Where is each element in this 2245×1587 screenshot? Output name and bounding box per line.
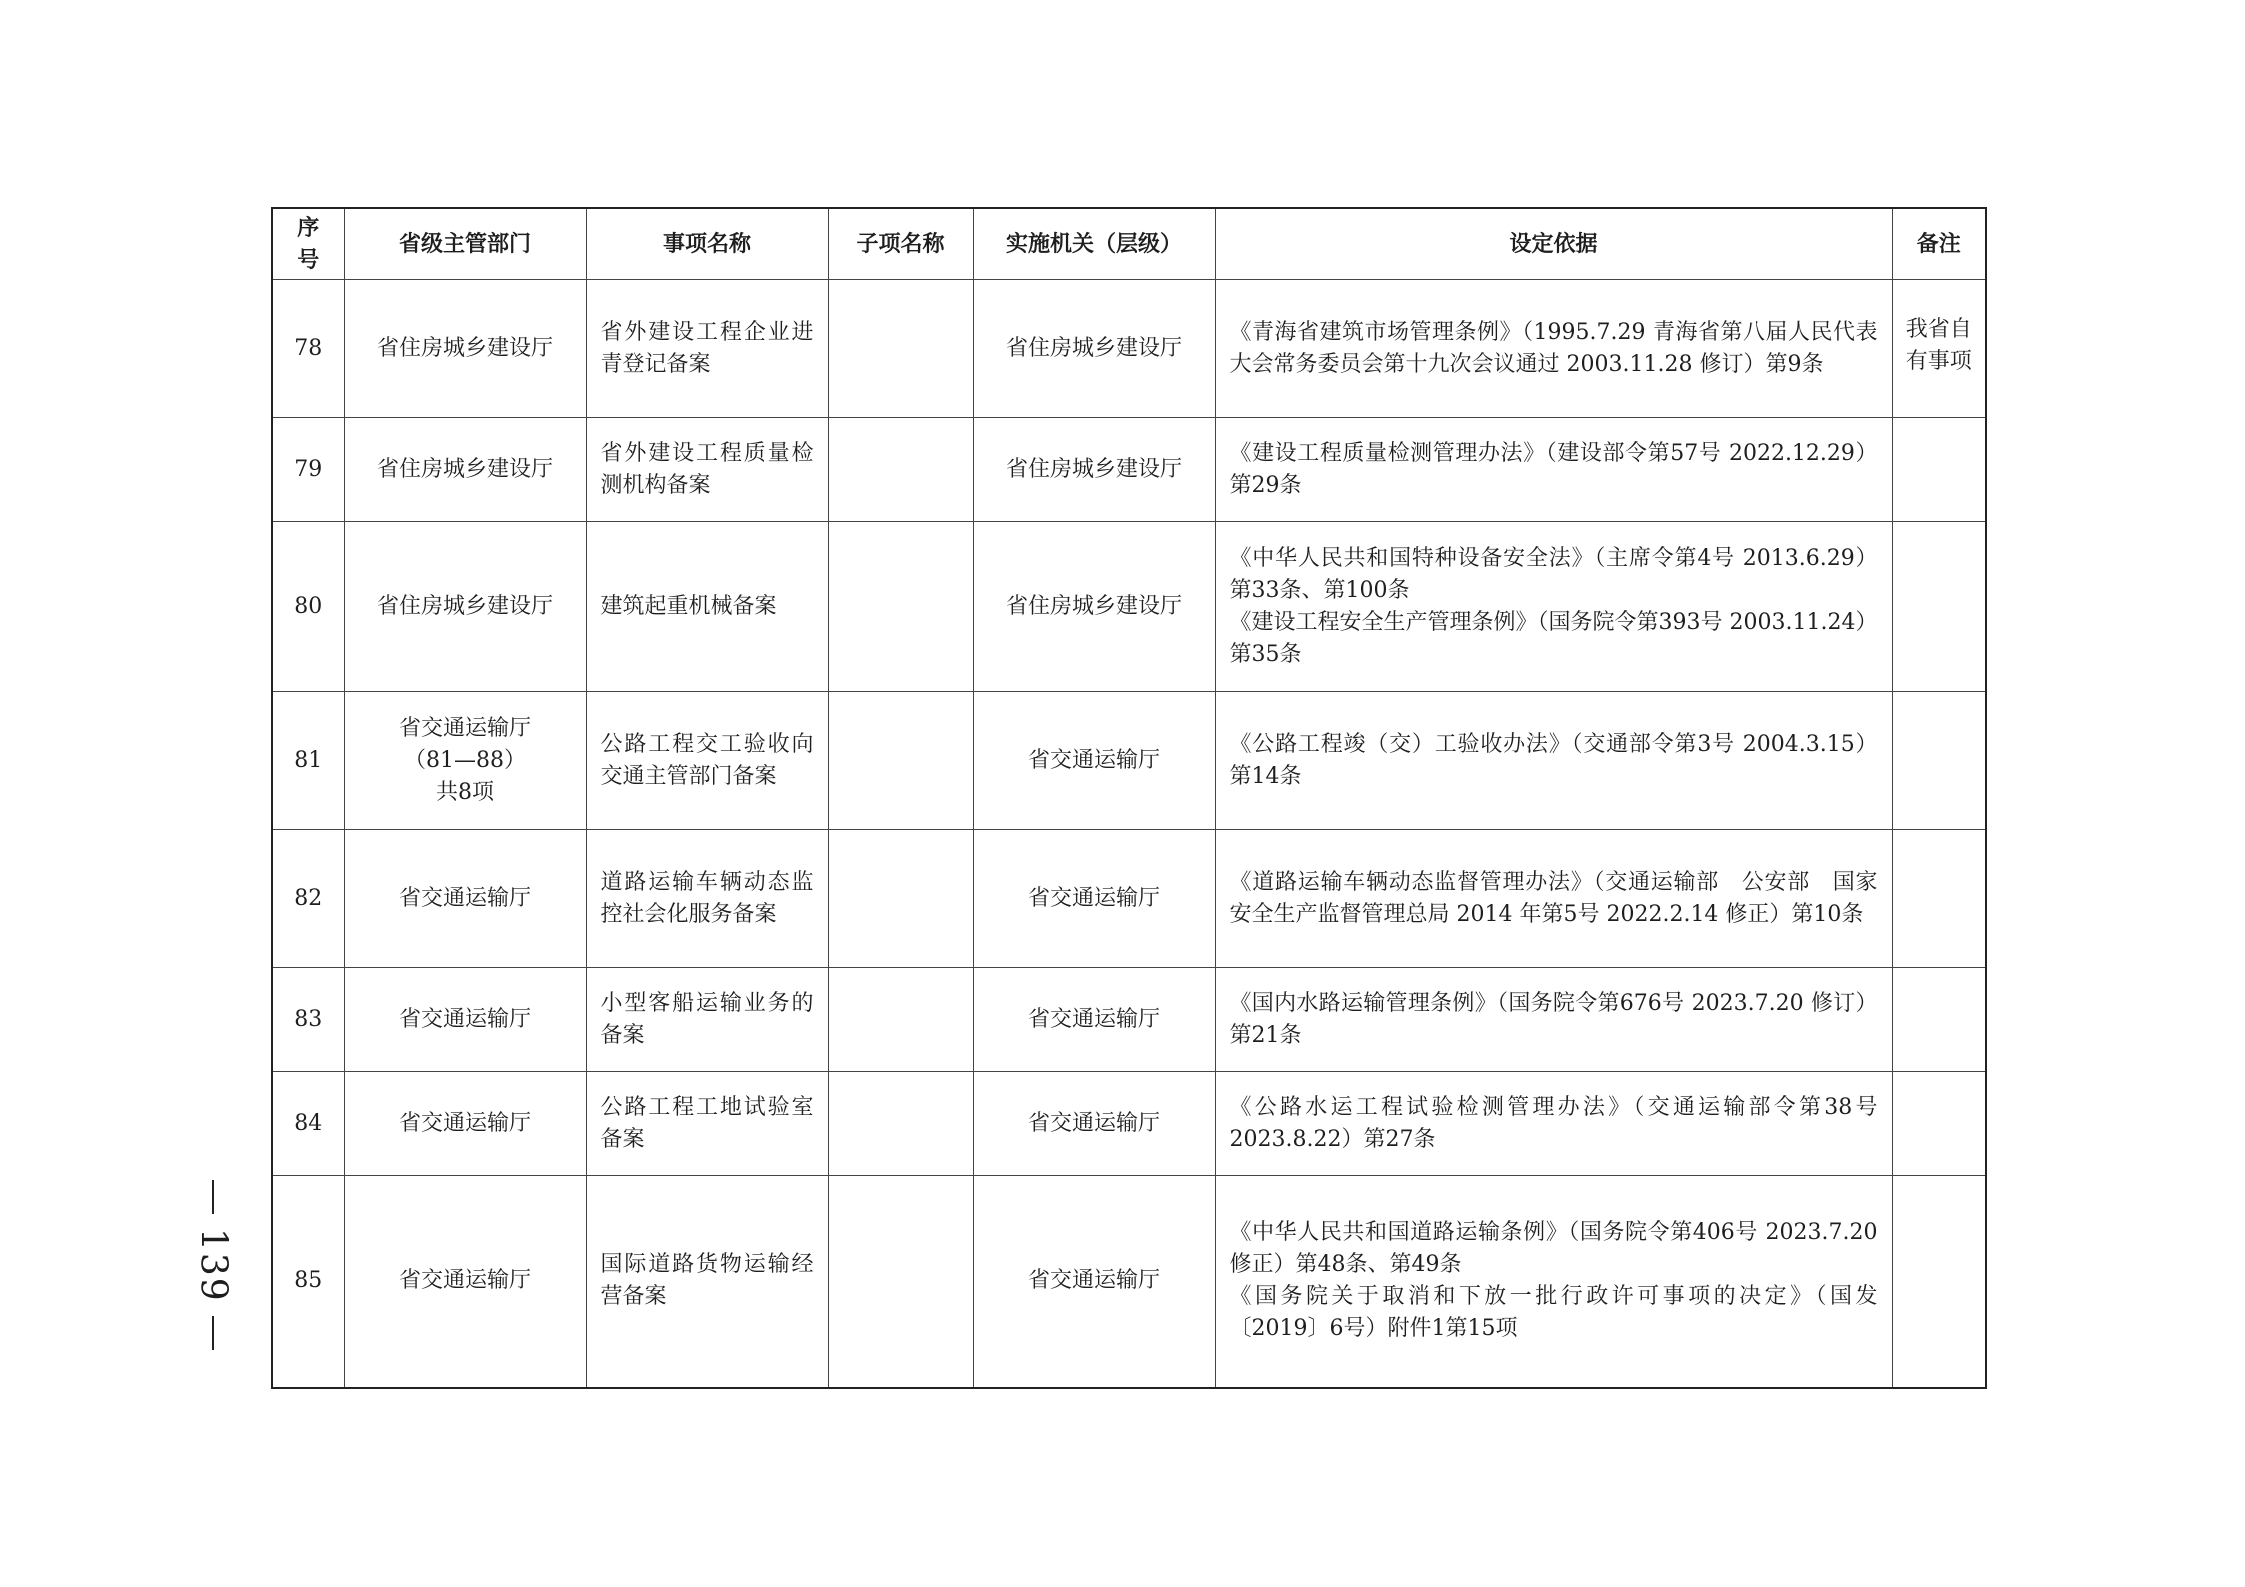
row-sub-item bbox=[828, 968, 973, 1072]
table-header-row bbox=[272, 208, 1986, 280]
basis-line: 《青海省建筑市场管理条例》（1995.7.29 青海省第八届人民代表大会常务委员会第十九次会议通过 2003.11.28 修订）第9条 bbox=[1229, 319, 1878, 377]
header-agency: 实施机关（层级） bbox=[973, 208, 1215, 280]
row-item-name: 建筑起重机械备案 bbox=[586, 522, 828, 692]
administrative-matters-table bbox=[271, 207, 1987, 1389]
page-number-value: 139 bbox=[192, 1227, 234, 1303]
row-remarks bbox=[1892, 1072, 1986, 1176]
row-department bbox=[344, 1176, 586, 1388]
row-remarks bbox=[1892, 830, 1986, 968]
row-remarks bbox=[1892, 1176, 1986, 1388]
row-legal-basis bbox=[1215, 1176, 1892, 1388]
basis-line: 《公路水运工程试验检测管理办法》（交通运输部令第38号 2023.8.22）第27条 bbox=[1229, 1094, 1878, 1152]
matters-table-wrapper bbox=[271, 207, 1985, 1389]
department-line: 省住房城乡建设厅 bbox=[376, 593, 553, 619]
page-number bbox=[188, 1180, 238, 1350]
row-sub-item bbox=[828, 1176, 973, 1388]
department-line: 省交通运输厅 bbox=[398, 1006, 531, 1032]
row-legal-basis bbox=[1215, 522, 1892, 692]
header-department: 省级主管部门 bbox=[344, 208, 586, 280]
row-sub-item bbox=[828, 522, 973, 692]
row-department bbox=[344, 522, 586, 692]
row-remarks bbox=[1892, 692, 1986, 830]
row-department bbox=[344, 280, 586, 418]
page-number-dash-bottom bbox=[212, 1316, 214, 1350]
row-sub-item bbox=[828, 280, 973, 418]
row-item-name: 国际道路货物运输经营备案 bbox=[586, 1176, 828, 1388]
row-item-name: 小型客船运输业务的备案 bbox=[586, 968, 828, 1072]
header-item-name: 事项名称 bbox=[586, 208, 828, 280]
row-agency: 省住房城乡建设厅 bbox=[973, 522, 1215, 692]
row-serial: 79 bbox=[272, 418, 344, 522]
basis-line: 《中华人民共和国道路运输条例》（国务院令第406号 2023.7.20 修正）第48条、第49条 bbox=[1229, 1220, 1878, 1278]
header-sub-item: 子项名称 bbox=[828, 208, 973, 280]
basis-line: 《建设工程质量检测管理办法》（建设部令第57号 2022.12.29）第29条 bbox=[1229, 440, 1878, 498]
header-serial: 序号 bbox=[272, 208, 344, 280]
table-row bbox=[272, 830, 1986, 968]
row-serial: 82 bbox=[272, 830, 344, 968]
row-department bbox=[344, 692, 586, 830]
row-serial: 83 bbox=[272, 968, 344, 1072]
row-remarks bbox=[1892, 418, 1986, 522]
basis-line: 《公路工程竣（交）工验收办法》（交通部令第3号 2004.3.15）第14条 bbox=[1229, 731, 1878, 789]
department-line: 省交通运输厅 bbox=[398, 1110, 531, 1136]
row-sub-item bbox=[828, 830, 973, 968]
header-legal-basis: 设定依据 bbox=[1215, 208, 1892, 280]
row-serial: 81 bbox=[272, 692, 344, 830]
row-remarks: 我省自有事项 bbox=[1892, 280, 1986, 418]
table-row bbox=[272, 692, 1986, 830]
row-agency: 省住房城乡建设厅 bbox=[973, 280, 1215, 418]
row-remarks bbox=[1892, 522, 1986, 692]
row-department bbox=[344, 418, 586, 522]
basis-line: 《国务院关于取消和下放一批行政许可事项的决定》（国发〔2019〕6号）附件1第15项 bbox=[1229, 1284, 1878, 1342]
row-agency: 省交通运输厅 bbox=[973, 692, 1215, 830]
department-line: 共8项 bbox=[436, 779, 494, 805]
department-line: 省住房城乡建设厅 bbox=[376, 335, 553, 361]
row-department bbox=[344, 1072, 586, 1176]
row-department bbox=[344, 968, 586, 1072]
row-legal-basis bbox=[1215, 830, 1892, 968]
header-remarks: 备注 bbox=[1892, 208, 1986, 280]
department-line: 省住房城乡建设厅 bbox=[376, 456, 553, 482]
department-line: 省交通运输厅 bbox=[398, 715, 531, 741]
row-item-name: 道路运输车辆动态监控社会化服务备案 bbox=[586, 830, 828, 968]
row-agency: 省住房城乡建设厅 bbox=[973, 418, 1215, 522]
row-item-name: 公路工程工地试验室备案 bbox=[586, 1072, 828, 1176]
table-row bbox=[272, 1176, 1986, 1388]
table-row bbox=[272, 522, 1986, 692]
department-line: （81—88） bbox=[404, 747, 526, 773]
table-row bbox=[272, 280, 1986, 418]
row-serial: 84 bbox=[272, 1072, 344, 1176]
row-item-name: 公路工程交工验收向交通主管部门备案 bbox=[586, 692, 828, 830]
row-serial: 85 bbox=[272, 1176, 344, 1388]
table-row bbox=[272, 1072, 1986, 1176]
table-row bbox=[272, 418, 1986, 522]
table-row bbox=[272, 968, 1986, 1072]
row-sub-item bbox=[828, 692, 973, 830]
page-number-dash-top bbox=[212, 1180, 214, 1214]
row-legal-basis bbox=[1215, 692, 1892, 830]
row-sub-item bbox=[828, 1072, 973, 1176]
row-serial: 80 bbox=[272, 522, 344, 692]
row-item-name: 省外建设工程质量检测机构备案 bbox=[586, 418, 828, 522]
basis-line: 《建设工程安全生产管理条例》（国务院令第393号 2003.11.24）第35条 bbox=[1229, 609, 1878, 667]
row-item-name: 省外建设工程企业进青登记备案 bbox=[586, 280, 828, 418]
row-legal-basis bbox=[1215, 418, 1892, 522]
row-department bbox=[344, 830, 586, 968]
row-sub-item bbox=[828, 418, 973, 522]
basis-line: 《中华人民共和国特种设备安全法》（主席令第4号 2013.6.29）第33条、第100条 bbox=[1229, 545, 1878, 603]
department-line: 省交通运输厅 bbox=[398, 885, 531, 911]
row-legal-basis bbox=[1215, 280, 1892, 418]
row-agency: 省交通运输厅 bbox=[973, 1176, 1215, 1388]
row-remarks bbox=[1892, 968, 1986, 1072]
row-legal-basis bbox=[1215, 968, 1892, 1072]
row-agency: 省交通运输厅 bbox=[973, 1072, 1215, 1176]
row-agency: 省交通运输厅 bbox=[973, 968, 1215, 1072]
row-legal-basis bbox=[1215, 1072, 1892, 1176]
row-agency: 省交通运输厅 bbox=[973, 830, 1215, 968]
row-serial: 78 bbox=[272, 280, 344, 418]
basis-line: 《道路运输车辆动态监督管理办法》（交通运输部 公安部 国家安全生产监督管理总局 2014 年第5号 2022.2.14 修正）第10条 bbox=[1229, 869, 1878, 927]
basis-line: 《国内水路运输管理条例》（国务院令第676号 2023.7.20 修订）第21条 bbox=[1229, 990, 1878, 1048]
department-line: 省交通运输厅 bbox=[398, 1268, 531, 1294]
